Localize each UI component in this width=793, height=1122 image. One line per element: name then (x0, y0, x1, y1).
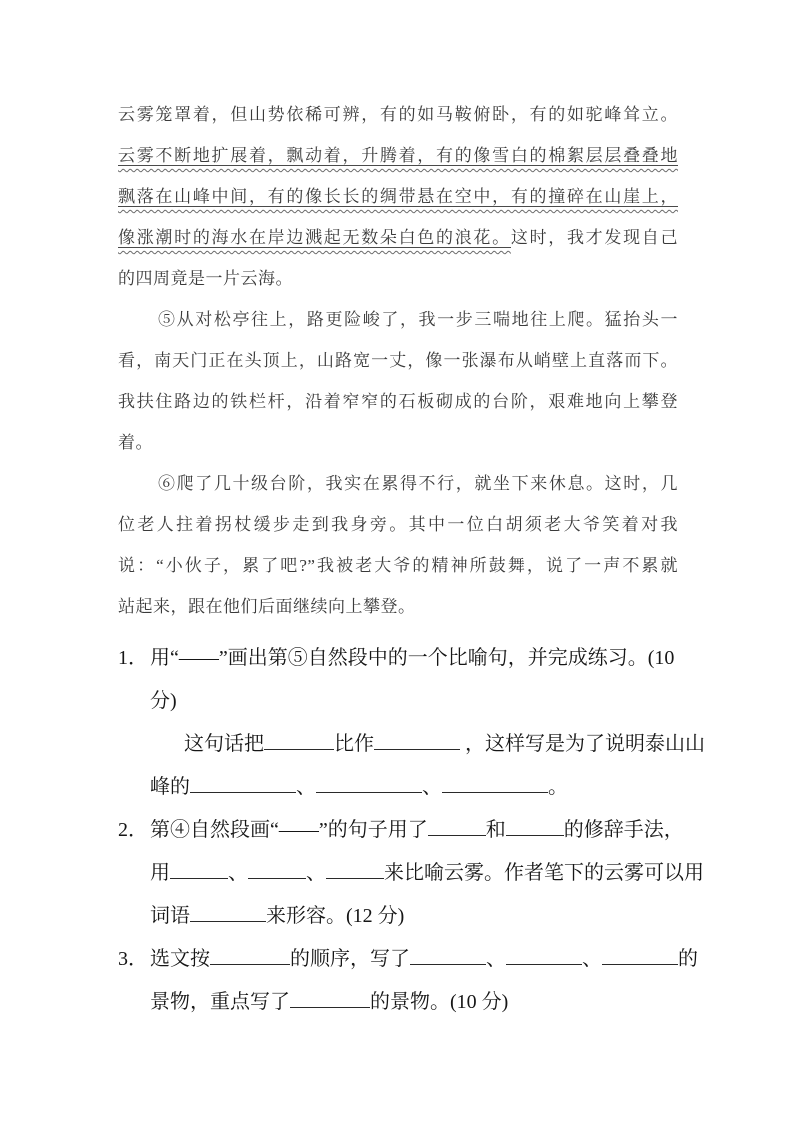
question-text-segment: 用 (150, 862, 170, 884)
question-text-segment: 的 (678, 948, 698, 970)
passage-line (118, 135, 678, 176)
question-number: 3． (118, 948, 148, 970)
question-text-segment: 第④自然段画“——”的句子用了 (150, 819, 428, 841)
question-line (118, 852, 703, 895)
answer-blank[interactable] (170, 858, 228, 879)
marked-sentence-segment: 飘落在山峰中间，有的像长长的绸带悬在空中，有的撞碎在山崖上， (118, 187, 678, 206)
passage-line (118, 586, 678, 627)
question-text-segment: 、 (296, 776, 316, 798)
passage-text-segment: 位老人拄着拐杖缓步走到我身旁。其中一位白胡须老大爷笑着对我 (118, 515, 678, 534)
question-text-segment: 的修辞手法， (563, 819, 684, 841)
question-line (118, 766, 703, 809)
answer-blank[interactable] (410, 944, 486, 965)
answer-blank[interactable] (602, 944, 678, 965)
question-number: 1． (118, 647, 148, 669)
question-text-segment: 、 (422, 776, 442, 798)
question-text-segment: 、 (306, 862, 326, 884)
answer-blank[interactable] (190, 772, 296, 793)
question-text-segment: 的顺序，写了 (290, 948, 410, 970)
passage-text-segment: 站起来，跟在他们后面继续向上攀登。 (118, 597, 416, 616)
page-content (118, 94, 703, 1024)
question-text-segment: ，这样写是为了说明泰山山 (460, 733, 705, 755)
reading-passage (118, 94, 678, 627)
question-line (118, 723, 703, 766)
passage-line (118, 422, 678, 463)
question-text-segment: 来比喻云雾。作者笔下的云雾可以用 (384, 862, 704, 884)
question-text-segment: 。 (548, 776, 568, 798)
answer-blank[interactable] (374, 729, 460, 750)
question-text-segment: 、 (228, 862, 248, 884)
passage-line (118, 258, 678, 299)
answer-blank[interactable] (316, 772, 422, 793)
question-text-segment: 比作 (334, 733, 374, 755)
answer-blank[interactable] (506, 815, 564, 836)
question-text-segment: 来形容。(12 分) (266, 905, 405, 927)
question-line (118, 680, 703, 723)
question-line (118, 637, 703, 680)
answer-blank[interactable] (248, 858, 306, 879)
passage-line (118, 340, 678, 381)
answer-blank[interactable] (442, 772, 548, 793)
answer-blank[interactable] (326, 858, 384, 879)
answer-blank[interactable] (428, 815, 486, 836)
question-text-segment: 、 (486, 948, 506, 970)
passage-line (118, 217, 678, 258)
passage-line (118, 463, 678, 504)
passage-text-segment: 着。 (118, 433, 153, 452)
answer-blank[interactable] (210, 944, 290, 965)
question-line (118, 809, 703, 852)
marked-sentence-segment: 云雾不断地扩展着，飘动着，升腾着，有的像雪白的棉絮层层叠叠地 (118, 146, 678, 165)
question-text-segment: 的景物。(10 分) (370, 991, 509, 1013)
answer-blank[interactable] (190, 901, 266, 922)
answer-blank[interactable] (264, 729, 334, 750)
question-text-segment: 用“——”画出第⑤自然段中的一个比喻句，并完成练习。(10 (150, 647, 675, 669)
passage-text-segment: 这时，我才发现自己 (510, 228, 678, 247)
marked-sentence-segment: 像涨潮时的海水在岸边溅起无数朵白色的浪花。 (118, 228, 511, 247)
passage-text-segment: 我扶住路边的铁栏杆，沿着窄窄的石板砌成的台阶，艰难地向上攀登 (118, 392, 678, 411)
question-text-segment: 分) (150, 690, 177, 712)
passage-line (118, 545, 678, 586)
passage-text-segment: 说：“小伙子，累了吧?”我被老大爷的精神所鼓舞，说了一声不累就 (118, 556, 678, 575)
passage-text-segment: 云雾笼罩着，但山势依稀可辨，有的如马鞍俯卧，有的如驼峰耸立。 (118, 105, 678, 124)
passage-line (118, 381, 678, 422)
passage-text-segment: ⑤从对松亭往上，路更险峻了，我一步三喘地往上爬。猛抬头一 (158, 310, 678, 329)
question-text-segment: 这句话把 (184, 733, 264, 755)
answer-blank[interactable] (290, 987, 370, 1008)
question-text-segment: 和 (485, 819, 506, 841)
question-number: 2． (118, 819, 148, 841)
question-line (118, 981, 703, 1024)
passage-text-segment: 看，南天门正在头顶上，山路宽一丈，像一张瀑布从峭壁上直落而下。 (118, 351, 678, 370)
question-text-segment: 、 (582, 948, 602, 970)
passage-line (118, 176, 678, 217)
question-text-segment: 选文按 (150, 948, 210, 970)
passage-text-segment: 的四周竟是一片云海。 (118, 269, 293, 288)
question-text-segment: 峰的 (150, 776, 190, 798)
answer-blank[interactable] (506, 944, 582, 965)
passage-line (118, 94, 678, 135)
question-text-segment: 景物，重点写了 (150, 991, 290, 1013)
question-line (118, 938, 703, 981)
question-text-segment: 词语 (150, 905, 190, 927)
passage-line (118, 504, 678, 545)
passage-line (118, 299, 678, 340)
questions-section (118, 637, 703, 1024)
question-line (118, 895, 703, 938)
passage-text-segment: ⑥爬了几十级台阶，我实在累得不行，就坐下来休息。这时，几 (158, 474, 678, 493)
